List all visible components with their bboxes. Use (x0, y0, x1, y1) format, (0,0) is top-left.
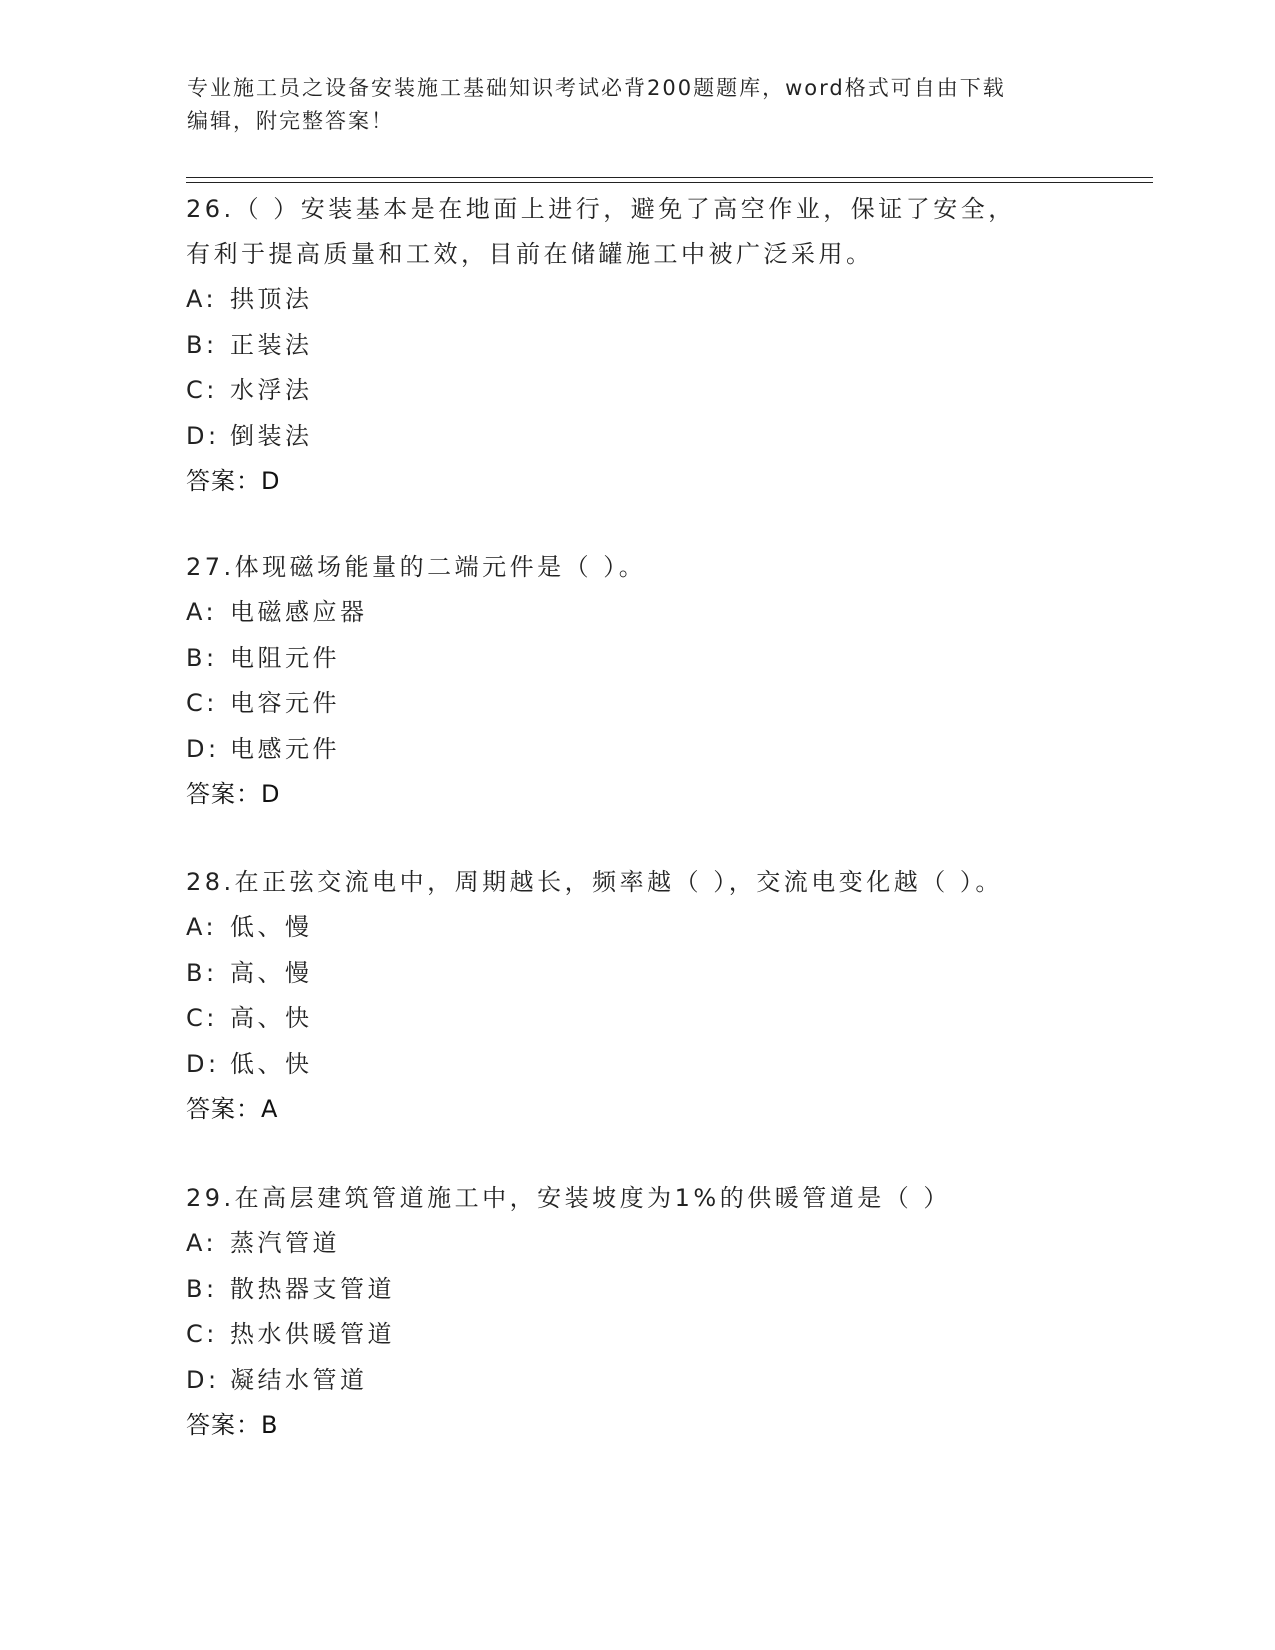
question-stem: 27.体现磁场能量的二端元件是（ ）。 (186, 553, 647, 581)
header-line-2: 编辑，附完整答案！ (187, 109, 394, 133)
question-stem-continued: 有利于提高质量和工效，目前在储罐施工中被广泛采用。 (186, 240, 874, 268)
option-a: A: 低、慢 (186, 913, 313, 941)
answer-line: 答案：D (186, 780, 281, 808)
option-c: C: 高、快 (186, 1004, 313, 1032)
option-b: B: 电阻元件 (186, 643, 340, 672)
option-a: A: 蒸汽管道 (186, 1229, 340, 1257)
question-28 (186, 860, 1146, 1132)
option-d: D: 倒装法 (186, 421, 313, 450)
header-line-1: 专业施工员之设备安装施工基础知识考试必背200题题库，word格式可自由下载 (187, 76, 1006, 100)
answer-line: 答案：A (186, 1095, 279, 1123)
option-b: B: 散热器支管道 (186, 1274, 395, 1303)
option-b: B: 正装法 (186, 330, 313, 359)
option-d: D: 电感元件 (186, 734, 340, 763)
answer-line: 答案：B (186, 1411, 279, 1439)
header-rule-top (186, 177, 1153, 178)
option-d: D: 低、快 (186, 1049, 313, 1078)
question-27 (186, 545, 1146, 817)
option-c: C: 热水供暖管道 (186, 1320, 395, 1348)
header-rule-bottom (186, 182, 1153, 183)
option-a: A: 电磁感应器 (186, 598, 368, 626)
option-d: D: 凝结水管道 (186, 1365, 368, 1394)
option-a: A: 拱顶法 (186, 285, 313, 313)
document-header (187, 72, 1087, 138)
question-stem: 29.在高层建筑管道施工中，安装坡度为1%的供暖管道是（ ） (186, 1184, 951, 1212)
option-c: C: 水浮法 (186, 376, 313, 404)
option-b: B: 高、慢 (186, 958, 313, 987)
question-26 (186, 187, 1146, 504)
question-29 (186, 1176, 1146, 1448)
option-c: C: 电容元件 (186, 689, 340, 717)
question-stem: 26.（ ）安装基本是在地面上进行，避免了高空作业，保证了安全， (186, 195, 1016, 223)
question-stem: 28.在正弦交流电中，周期越长，频率越（ ），交流电变化越（ ）。 (186, 868, 1003, 896)
answer-line: 答案：D (186, 467, 281, 495)
